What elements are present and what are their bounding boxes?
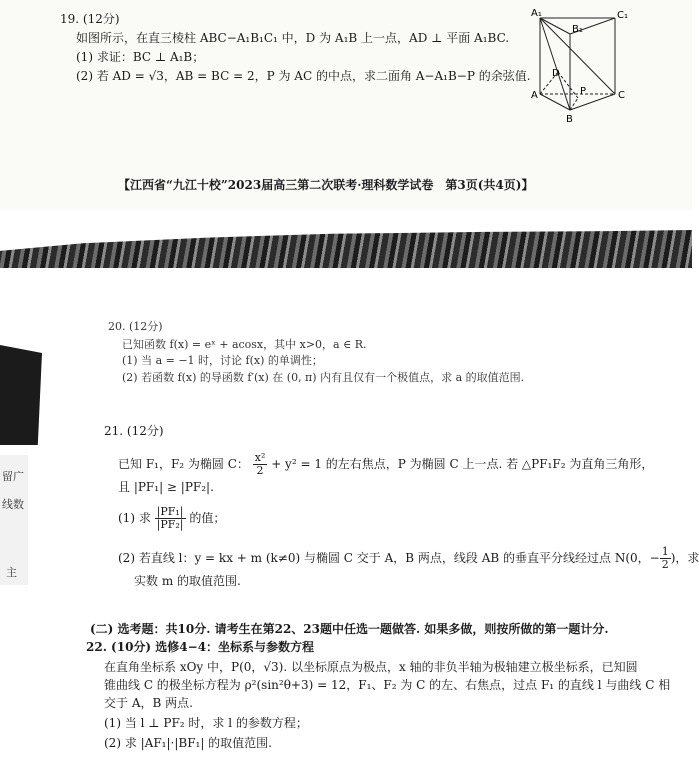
q22-line3: 交于 A，B 两点. [104,696,193,710]
q20-statement: 已知函数 f(x) = eˣ + acosx，其中 x>0，a ∈ R. [122,338,367,351]
q20-part1: (1) 当 a = −1 时，讨论 f(x) 的单调性； [122,354,323,367]
photo-background-band [0,230,692,268]
label-c: C [618,90,625,101]
q21-statement-b: + y² = 1 的左右焦点，P 为椭圆 C 上一点. 若 △PF₁F₂ 为直角三角形， [271,457,654,471]
q21-statement-a: 已知 F₁，F₂ 为椭圆 C： [118,457,249,471]
edge-mark-1: 留广 [2,470,24,483]
ratio-numerator: |PF₁| [156,505,184,518]
label-a: A [531,90,538,101]
label-b: B [566,114,573,125]
q21-part2-b: )，求 [670,551,699,565]
q21-part2 [118,546,699,571]
page-footer: 【江西省“九江十校”2023届高三第二次联考·理科数学试卷 第3页(共4页)】 [118,178,534,192]
section-elective-heading: (二) 选考题：共10分. 请考生在第22、23题中任选一题做答. 如果多做，则按所做的第一题计分. [90,622,609,636]
q21-condition: 且 |PF₁| ≥ |PF₂|. [118,480,214,494]
label-d: D [552,68,560,79]
label-b1: B₁ [572,24,583,35]
q21-part1-b: 的值； [189,511,226,525]
q19-part1: (1) 求证：BC ⊥ A₁B； [76,50,205,64]
ellipse-fraction [253,452,268,477]
q21-header: 21. (12分) [104,424,164,438]
half-numerator: 1 [661,545,669,558]
q22-line1: 在直角坐标系 xOy 中，P(0，√3). 以坐标原点为极点，x 轴的非负半轴为极轴建立极坐标系，已知圆 [104,660,638,674]
q21-statement [118,452,653,477]
q22-part1: (1) 当 l ⊥ PF₂ 时，求 l 的参数方程； [104,716,308,730]
ellipse-denominator: 2 [256,464,264,477]
ratio-denominator: |PF₂| [156,518,184,531]
prism-figure [530,6,640,128]
q22-header: 22. (10分) 选修4−4：坐标系与参数方程 [86,640,315,654]
q22-line2: 锥曲线 C 的极坐标方程为 ρ²(sin²θ+3) = 12，F₁、F₂ 为 C 的左、右焦点，过点 F₁ 的直线 l 与曲线 C 相 [104,678,671,692]
q20-part2: (2) 若函数 f(x) 的导函数 f′(x) 在 (0, π) 内有且仅有一个极值点，求 a 的取值范围. [122,371,525,384]
q21-part2-continued: 实数 m 的取值范围. [134,574,241,588]
q21-part2-a: (2) 若直线 l：y = kx + m (k≠0) 与椭圆 C 交于 A，B 两点，线段 AB 的垂直平分线经过点 N(0，− [118,551,660,565]
q21-part1-a: (1) 求 [118,511,151,525]
q21-part1 [118,506,225,531]
label-a1: A₁ [531,8,542,19]
q19-statement: 如图所示，在直三棱柱 ABC−A₁B₁C₁ 中，D 为 A₁B 上一点，AD ⊥ 平面 A₁BC. [76,31,510,45]
label-p: P [580,86,587,97]
edge-mark-2: 线数 [2,498,24,511]
label-c1: C₁ [617,10,628,21]
ratio-fraction [155,506,186,531]
q19-part2: (2) 若 AD = √3，AB = BC = 2，P 为 AC 的中点，求二面角 A−A₁B−P 的余弦值. [76,69,531,83]
binding-edge-dark [0,345,42,445]
ellipse-numerator: x² [254,451,266,464]
edge-mark-3: 主 [6,566,17,579]
q19-header: 19. (12分) [60,12,120,26]
q22-part2: (2) 求 |AF₁|·|BF₁| 的取值范围. [104,736,273,750]
sheet-gap [0,268,692,298]
half-denominator: 2 [661,558,669,571]
q20-header: 20. (12分) [108,320,163,333]
half-fraction [660,546,671,571]
